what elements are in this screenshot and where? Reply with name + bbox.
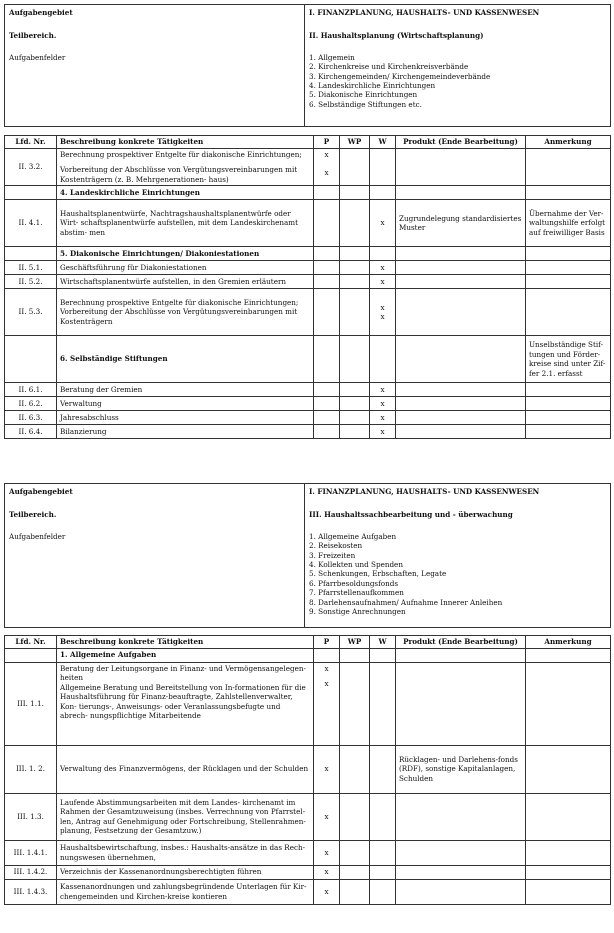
anmerkung-cell <box>526 662 611 745</box>
mark-p <box>314 186 340 200</box>
mark-w <box>370 247 396 261</box>
mark-wp <box>340 289 370 336</box>
row-description: Verzeichnis der Kassenanordnungsberechtigten führen <box>57 865 314 879</box>
aufgabengebiet-value: I. FINANZPLANUNG, HAUSHALTS- UND KASSENWESEN <box>309 8 540 17</box>
produkt-cell <box>396 383 526 397</box>
row-number: II. 6.2. <box>5 397 57 411</box>
section-title: 4. Landeskirchliche Einrichtungen <box>57 186 314 200</box>
table-row <box>5 745 611 793</box>
produkt-cell <box>396 840 526 865</box>
header-right-cell <box>305 484 611 628</box>
produkt-cell <box>396 289 526 336</box>
mark-w: x <box>370 275 396 289</box>
header-table <box>4 4 611 127</box>
mark-w: x <box>370 261 396 275</box>
mark-p <box>314 261 340 275</box>
anmerkung-cell <box>526 148 611 186</box>
mark-p: x <box>314 793 340 840</box>
col-produkt: Produkt (Ende Bearbeitung) <box>396 136 526 149</box>
row-number: III. 1.4.1. <box>5 840 57 865</box>
produkt-cell <box>396 879 526 904</box>
row-number: II. 6.1. <box>5 383 57 397</box>
mark-wp <box>340 186 370 200</box>
aufgabenfelder-label: Aufgabenfelder <box>9 532 66 541</box>
mark-wp <box>340 148 370 186</box>
col-wp: WP <box>340 636 370 649</box>
mark-w <box>370 793 396 840</box>
list-item: 1. Allgemeine Aufgaben <box>309 532 397 541</box>
list-item: 9. Sonstige Anrechnungen <box>309 606 406 616</box>
header-left-cell <box>5 5 305 127</box>
list-item: 4. Landeskirchliche Einrichtungen <box>309 81 436 91</box>
produkt-cell <box>396 247 526 261</box>
anmerkung-cell <box>526 840 611 865</box>
anmerkung-cell <box>526 247 611 261</box>
section-title: 6. Selbständige Stiftungen <box>57 336 314 383</box>
produkt-cell <box>396 662 526 745</box>
row-description <box>57 662 314 745</box>
mark-wp <box>340 840 370 865</box>
col-anmerkung: Anmerkung <box>526 636 611 649</box>
header-table <box>4 483 611 628</box>
mark-w <box>370 648 396 662</box>
table-row <box>5 200 611 247</box>
row-description: Beratung der Gremien <box>57 383 314 397</box>
row-description: Jahresabschluss <box>57 411 314 425</box>
table-row <box>5 425 611 439</box>
mark-p <box>314 662 340 745</box>
col-p: P <box>314 136 340 149</box>
mark-w: x <box>370 397 396 411</box>
table-section-haushaltsplanung <box>4 4 610 439</box>
produkt-cell <box>396 865 526 879</box>
col-produkt: Produkt (Ende Bearbeitung) <box>396 636 526 649</box>
mark-p <box>314 411 340 425</box>
section-empty <box>5 247 57 261</box>
row-number: III. 1.1. <box>5 662 57 745</box>
header-left-cell <box>5 484 305 628</box>
teilbereich-value: II. Haushaltsplanung (Wirtschaftsplanung) <box>309 30 484 40</box>
row-description: Haushaltsplanentwürfe, Nachtragshaushaltsplanentwürfe oder Wirt- schaftsplanentwürfe aufstellen, mit dem Landeskirchenamt abstim- men <box>57 200 314 247</box>
produkt-cell <box>396 411 526 425</box>
anmerkung-cell <box>526 745 611 793</box>
anmerkung-cell: Übernahme der Ver- waltungshilfe erfolgt auf freiwilliger Basis <box>526 200 611 247</box>
mark-p <box>314 425 340 439</box>
list-item: 3. Kirchengemeinden/ Kirchengemeindeverbände <box>309 71 491 81</box>
mark-w: x <box>370 425 396 439</box>
row-description: Kassenanordnungen und zahlungsbegründende Unterlagen für Kir- chengemeinden und Kirchen-kreise kontieren <box>57 879 314 904</box>
table-row <box>5 397 611 411</box>
produkt-cell <box>396 336 526 383</box>
section-row <box>5 336 611 383</box>
mark-w <box>370 186 396 200</box>
row-description <box>57 148 314 186</box>
mark-p <box>314 148 340 186</box>
mark-w <box>370 148 396 186</box>
row-description: Haushaltsbewirtschaftung, insbes.: Haushalts-ansätze in das Rech- nungswesen übernehmen, <box>57 840 314 865</box>
mark-w <box>370 840 396 865</box>
list-item: 6. Pfarrbesoldungsfonds <box>309 578 399 588</box>
mark-w: x <box>370 383 396 397</box>
table-row <box>5 793 611 840</box>
row-description: Laufende Abstimmungsarbeiten mit dem Landes- kirchenamt im Rahmen der Gesamtzuweisung (insbes. Verrechnung von Pfarrstel- len, Antrag auf Genehmigung oder Fortschreibung, Stellenrahmen- planung, Festsetzung der Gesamtzuw.) <box>57 793 314 840</box>
anmerkung-cell: Unselbständige Stif- tungen und Förder- kreise sind unter Zif- fer 2.1. erfasst <box>526 336 611 383</box>
table-section-haushaltssachbearbeitung <box>4 483 610 905</box>
table-row <box>5 383 611 397</box>
aufgabengebiet-label: Aufgabengebiet <box>9 487 73 496</box>
description-line: Beratung der Leitungsorgane in Finanz- und Vermögensangelegen- heiten <box>60 663 306 682</box>
teilbereich-label: Teilbereich. <box>9 509 57 519</box>
mark-p <box>314 200 340 247</box>
anmerkung-cell <box>526 186 611 200</box>
mark-wp <box>340 745 370 793</box>
description-line: Berechnung prospektiver Entgelte für diakonische Einrichtungen; <box>60 149 302 159</box>
aufgabenfelder-label: Aufgabenfelder <box>9 53 66 62</box>
column-header-row <box>5 636 611 649</box>
mark: x <box>324 168 329 177</box>
description-line: Allgemeine Beratung und Bereitstellung von In-formationen für die Haushaltsführung für Finanz-beauftragte, Zahlstellenverwalter, Kon- tierungs-, Anweisungs- oder Veranlassungsbefugte und abrech- nungspflichtige Mitarbeitende <box>60 682 306 720</box>
teilbereich-value: III. Haushaltssachbearbeitung und - überwachung <box>309 509 513 519</box>
col-wp: WP <box>340 136 370 149</box>
mark-p <box>314 648 340 662</box>
mark: x <box>324 149 329 159</box>
mark-wp <box>340 261 370 275</box>
aufgabenfelder-list <box>309 532 606 616</box>
produkt-cell <box>396 425 526 439</box>
mark-p <box>314 383 340 397</box>
mark: x <box>324 679 329 688</box>
col-anmerkung: Anmerkung <box>526 136 611 149</box>
aufgabengebiet-label: Aufgabengebiet <box>9 8 73 17</box>
table-row <box>5 411 611 425</box>
mark-wp <box>340 793 370 840</box>
section-row <box>5 247 611 261</box>
section-row <box>5 648 611 662</box>
anmerkung-cell <box>526 425 611 439</box>
row-number: II. 4.1. <box>5 200 57 247</box>
produkt-cell <box>396 648 526 662</box>
col-w: W <box>370 136 396 149</box>
mark-w: x <box>370 411 396 425</box>
header-right-cell <box>305 5 611 127</box>
col-lfd-nr: Lfd. Nr. <box>5 636 57 649</box>
row-number: III. 1. 2. <box>5 745 57 793</box>
col-p: P <box>314 636 340 649</box>
produkt-cell: Zugrundelegung standardisiertes Muster <box>396 200 526 247</box>
mark-wp <box>340 425 370 439</box>
column-header-row <box>5 136 611 149</box>
col-beschreibung: Beschreibung konkrete Tätigkeiten <box>57 636 314 649</box>
table-row <box>5 865 611 879</box>
mark-p <box>314 289 340 336</box>
produkt-cell <box>396 186 526 200</box>
anmerkung-cell <box>526 793 611 840</box>
mark-w <box>370 865 396 879</box>
mark-wp <box>340 648 370 662</box>
list-item: 1. Allgemein <box>309 53 355 62</box>
produkt-cell <box>396 793 526 840</box>
list-item: 3. Freizeiten <box>309 550 356 560</box>
table-row <box>5 261 611 275</box>
produkt-cell <box>396 397 526 411</box>
col-lfd-nr: Lfd. Nr. <box>5 136 57 149</box>
mark-wp <box>340 383 370 397</box>
table-row <box>5 879 611 904</box>
section-empty <box>5 648 57 662</box>
mark-w <box>370 879 396 904</box>
row-number: II. 5.3. <box>5 289 57 336</box>
row-number: III. 1.3. <box>5 793 57 840</box>
table-row <box>5 662 611 745</box>
row-description: Verwaltung <box>57 397 314 411</box>
row-number: III. 1.4.2. <box>5 865 57 879</box>
mark-wp <box>340 200 370 247</box>
col-w: W <box>370 636 396 649</box>
mark: x <box>324 663 329 673</box>
list-item: 5. Diakonische Einrichtungen <box>309 90 418 100</box>
mark-w: x <box>370 200 396 247</box>
activities-table <box>4 135 611 439</box>
mark-wp <box>340 397 370 411</box>
list-item: 2. Kirchenkreise und Kirchenkreisverbände <box>309 62 469 72</box>
table-row <box>5 275 611 289</box>
description-line: Vorbereitung der Abschlüsse von Vergütungsvereinbarungen mit Kostenträgern (z. B. Mehrgenerationen- haus) <box>60 165 298 184</box>
row-number: II. 5.2. <box>5 275 57 289</box>
aufgabengebiet-value: I. FINANZPLANUNG, HAUSHALTS- UND KASSENWESEN <box>309 487 540 496</box>
anmerkung-cell <box>526 383 611 397</box>
row-description: Wirtschaftsplanentwürfe aufstellen, in den Gremien erläutern <box>57 275 314 289</box>
row-description: Bilanzierung <box>57 425 314 439</box>
table-row <box>5 289 611 336</box>
mark-wp <box>340 275 370 289</box>
row-number: II. 6.3. <box>5 411 57 425</box>
section-row <box>5 186 611 200</box>
mark-w <box>370 745 396 793</box>
aufgabenfelder-list <box>309 53 606 109</box>
section-empty <box>5 186 57 200</box>
list-item: 2. Reisekosten <box>309 541 363 551</box>
mark-p <box>314 247 340 261</box>
mark-p <box>314 336 340 383</box>
teilbereich-label: Teilbereich. <box>9 30 57 40</box>
mark: x <box>380 312 385 321</box>
list-item: 8. Darlehensaufnahmen/ Aufnahme Innerer Anleihen <box>309 597 503 607</box>
mark-w <box>370 336 396 383</box>
anmerkung-cell <box>526 289 611 336</box>
mark-wp <box>340 662 370 745</box>
anmerkung-cell <box>526 865 611 879</box>
mark-p: x <box>314 865 340 879</box>
mark-wp <box>340 411 370 425</box>
section-title: 5. Diakonische Einrichtungen/ Diakoniestationen <box>57 247 314 261</box>
mark-wp <box>340 879 370 904</box>
anmerkung-cell <box>526 397 611 411</box>
produkt-cell <box>396 148 526 186</box>
mark: x <box>380 302 385 312</box>
col-beschreibung: Beschreibung konkrete Tätigkeiten <box>57 136 314 149</box>
list-item: 6. Selbständige Stiftungen etc. <box>309 99 422 109</box>
mark-wp <box>340 865 370 879</box>
activities-table <box>4 635 611 905</box>
anmerkung-cell <box>526 648 611 662</box>
table-row <box>5 840 611 865</box>
section-empty <box>5 336 57 383</box>
mark-w <box>370 289 396 336</box>
list-item: 4. Kollekten und Spenden <box>309 560 403 570</box>
row-description: Verwaltung des Finanzvermögens, der Rücklagen und der Schulden <box>57 745 314 793</box>
produkt-cell <box>396 261 526 275</box>
row-description: Geschäftsführung für Diakoniestationen <box>57 261 314 275</box>
anmerkung-cell <box>526 275 611 289</box>
list-item: 7. Pfarrstellenaufkommen <box>309 588 404 598</box>
anmerkung-cell <box>526 261 611 275</box>
mark-p <box>314 397 340 411</box>
table-row <box>5 148 611 186</box>
row-description: Berechnung prospektive Entgelte für diakonische Einrichtungen; Vorbereitung der Abschlüsse von Vergütungsvereinbarungen mit Kostenträgern <box>57 289 314 336</box>
list-item: 5. Schenkungen, Erbschaften, Legate <box>309 569 447 579</box>
mark-p: x <box>314 879 340 904</box>
produkt-cell: Rücklagen- und Darlehens-fonds (RDF), sonstige Kapitalanlagen, Schulden <box>396 745 526 793</box>
mark-w <box>370 662 396 745</box>
mark-wp <box>340 247 370 261</box>
anmerkung-cell <box>526 411 611 425</box>
mark-wp <box>340 336 370 383</box>
produkt-cell <box>396 275 526 289</box>
row-number: III. 1.4.3. <box>5 879 57 904</box>
section-title: 1. Allgemeine Aufgaben <box>57 648 314 662</box>
row-number: II. 5.1. <box>5 261 57 275</box>
anmerkung-cell <box>526 879 611 904</box>
mark-p <box>314 275 340 289</box>
mark-p: x <box>314 745 340 793</box>
mark-p: x <box>314 840 340 865</box>
row-number: II. 6.4. <box>5 425 57 439</box>
row-number: II. 3.2. <box>5 148 57 186</box>
